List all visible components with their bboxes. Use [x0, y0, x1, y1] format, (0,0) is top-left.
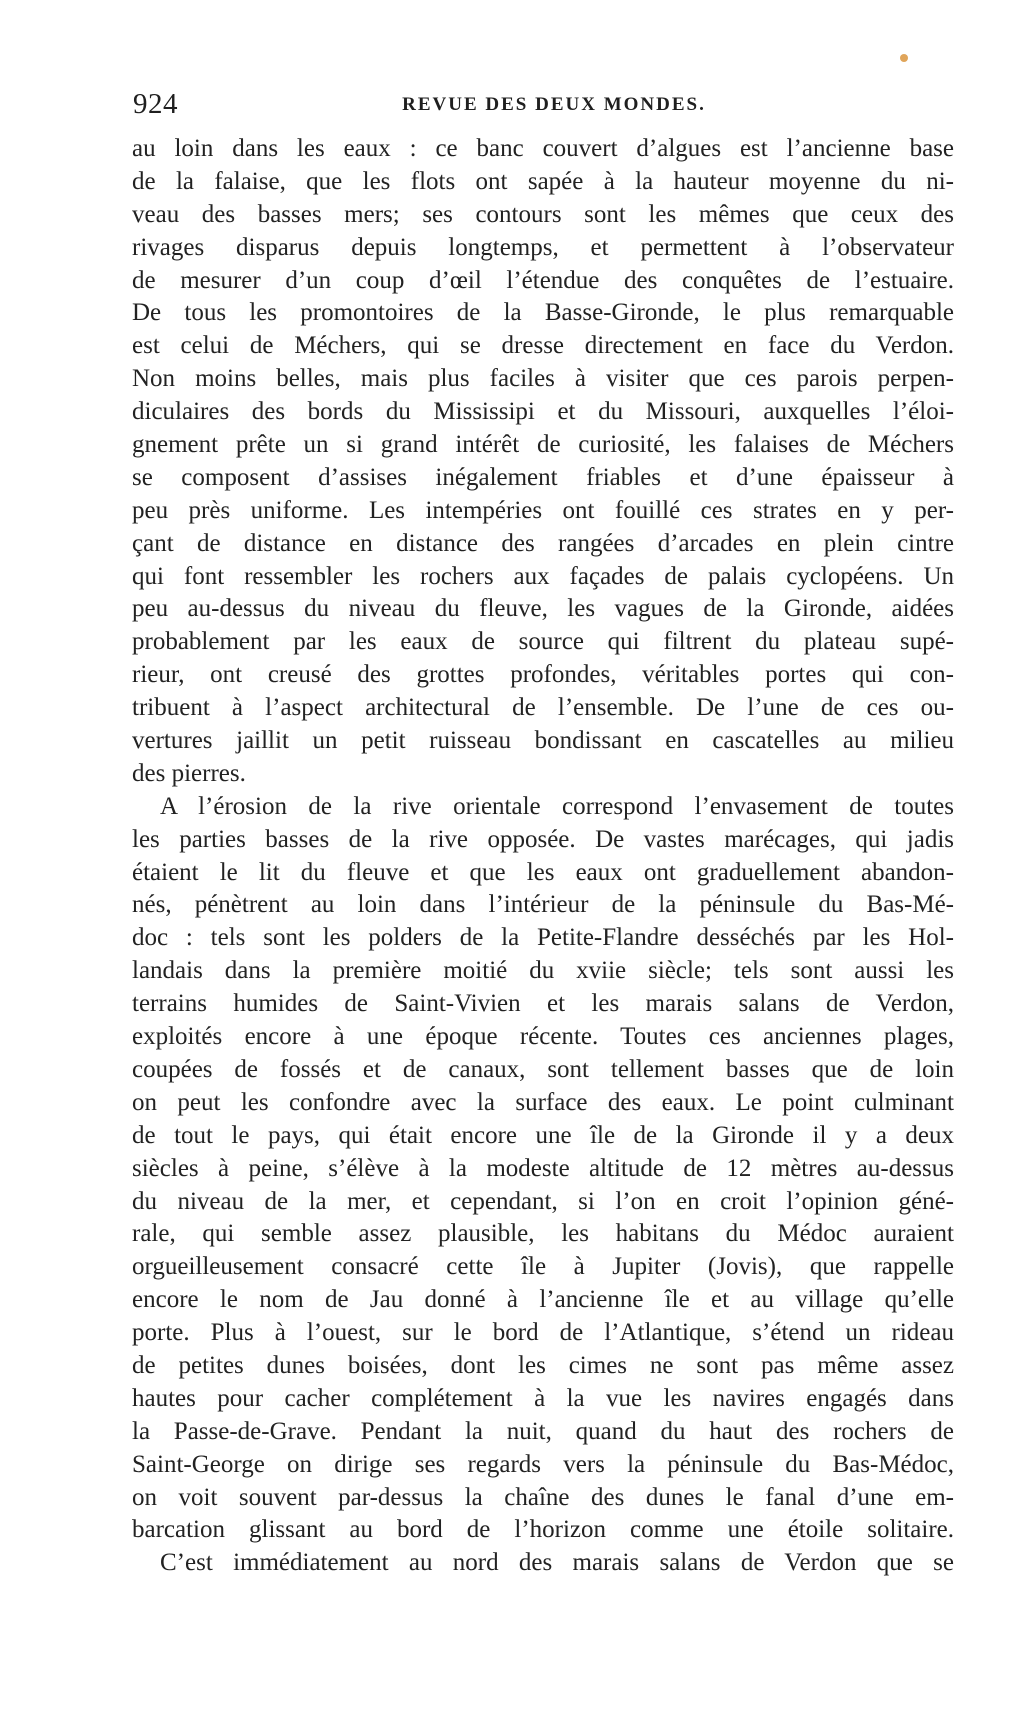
text-line: encore le nom de Jau donné à l’ancienne île et au village qu’elle — [132, 1286, 954, 1314]
text-line: A l’érosion de la rive orientale correspond l’envasement de toutes — [160, 792, 954, 820]
text-line: tribuent à l’aspect architectural de l’ensemble. De l’une de ces ou- — [132, 694, 954, 722]
text-line: barcation glissant au bord de l’horizon comme une étoile solitaire. — [132, 1516, 954, 1544]
text-line: qui font ressembler les rochers aux façades de palais cyclopéens. Un — [132, 562, 954, 590]
text-line: Saint-George on dirige ses regards vers la péninsule du Bas-Médoc, — [132, 1450, 954, 1478]
text-line: se composent d’assises inégalement friables et d’une épaisseur à — [132, 463, 954, 491]
text-line: de petites dunes boisées, dont les cimes ne sont pas même assez — [132, 1351, 954, 1379]
text-line: est celui de Méchers, qui se dresse directement en face du Verdon. — [132, 332, 954, 360]
text-line: du niveau de la mer, et cependant, si l’on en croit l’opinion géné- — [132, 1187, 954, 1215]
text-line: gnement prête un si grand intérêt de curiosité, les falaises de Méchers — [132, 431, 954, 459]
text-line: exploités encore à une époque récente. Toutes ces anciennes plages, — [132, 1023, 954, 1051]
text-line: porte. Plus à l’ouest, sur le bord de l’Atlantique, s’étend un rideau — [132, 1319, 954, 1347]
text-line: diculaires des bords du Mississipi et du Missouri, auxquelles l’éloi- — [132, 398, 954, 426]
text-line: des pierres. — [132, 759, 246, 787]
text-line: terrains humides de Saint-Vivien et les marais salans de Verdon, — [132, 990, 954, 1018]
text-line: landais dans la première moitié du xviie siècle; tels sont aussi les — [132, 957, 954, 985]
text-line: rivages disparus depuis longtemps, et permettent à l’observateur — [132, 233, 954, 261]
text-line: veau des basses mers; ses contours sont les mêmes que ceux des — [132, 200, 954, 228]
text-line: De tous les promontoires de la Basse-Gironde, le plus remarquable — [132, 299, 954, 327]
text-line: de la falaise, que les flots ont sapée à la hauteur moyenne du ni- — [132, 167, 954, 195]
text-line: vertures jaillit un petit ruisseau bondissant en cascatelles au milieu — [132, 727, 954, 755]
text-line: de tout le pays, qui était encore une île de la Gironde il y a deux — [132, 1121, 954, 1149]
text-line: rieur, ont creusé des grottes profondes, véritables portes qui con- — [132, 661, 954, 689]
text-line: les parties basses de la rive opposée. De vastes marécages, qui jadis — [132, 825, 954, 853]
ink-spot — [900, 54, 908, 62]
text-line: coupées de fossés et de canaux, sont tellement basses que de loin — [132, 1055, 954, 1083]
text-line: la Passe-de-Grave. Pendant la nuit, quand du haut des rochers de — [132, 1417, 954, 1445]
text-line: étaient le lit du fleuve et que les eaux ont graduellement abandon- — [132, 858, 954, 886]
page-number: 924 — [133, 88, 178, 120]
running-title: REVUE DES DEUX MONDES. — [402, 94, 706, 115]
text-line: siècles à peine, s’élève à la modeste altitude de 12 mètres au-dessus — [132, 1154, 954, 1182]
text-line: rale, qui semble assez plausible, les habitans du Médoc auraient — [132, 1220, 954, 1248]
text-line: doc : tels sont les polders de la Petite-Flandre desséchés par les Hol- — [132, 924, 954, 952]
body-text — [132, 133, 954, 1580]
text-line: on peut les confondre avec la surface des eaux. Le point culminant — [132, 1088, 954, 1116]
text-line: nés, pénètrent au loin dans l’intérieur de la péninsule du Bas-Mé- — [132, 891, 954, 919]
text-line: de mesurer d’un coup d’œil l’étendue des conquêtes de l’estuaire. — [132, 266, 954, 294]
text-line: peu au-dessus du niveau du fleuve, les vagues de la Gironde, aidées — [132, 595, 954, 623]
text-line: çant de distance en distance des rangées d’arcades en plein cintre — [132, 529, 954, 557]
text-line: Non moins belles, mais plus faciles à visiter que ces parois perpen- — [132, 365, 954, 393]
text-line: orgueilleusement consacré cette île à Jupiter (Jovis), que rappelle — [132, 1253, 954, 1281]
text-line: probablement par les eaux de source qui filtrent du plateau supé- — [132, 628, 954, 656]
text-line: peu près uniforme. Les intempéries ont fouillé ces strates en y per- — [132, 496, 954, 524]
text-line: au loin dans les eaux : ce banc couvert d’algues est l’ancienne base — [132, 135, 954, 162]
text-line: C’est immédiatement au nord des marais salans de Verdon que se — [160, 1549, 954, 1577]
text-line: on voit souvent par-dessus la chaîne des dunes le fanal d’une em- — [132, 1483, 954, 1511]
page-header — [133, 88, 955, 120]
text-line: hautes pour cacher complétement à la vue les navires engagés dans — [132, 1384, 954, 1412]
